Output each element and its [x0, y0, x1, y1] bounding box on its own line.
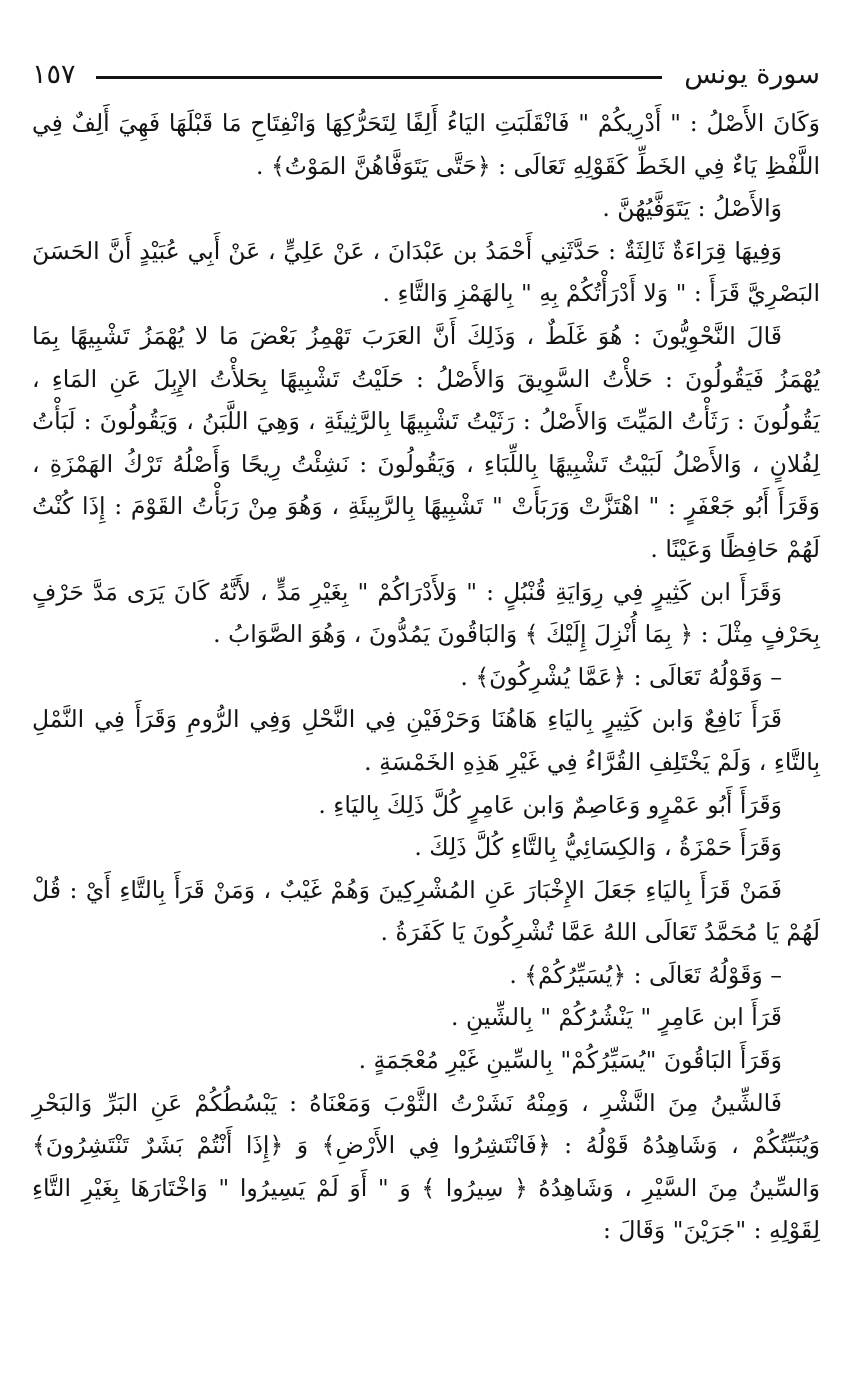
verse-heading: – وَقَوْلُهُ تَعَالَى : ﴿يُسَيِّرُكُمْ﴾ .	[509, 960, 782, 989]
paragraph: وَفِيهَا قِرَاءَةٌ ثَالِثَةٌ : حَدَّثَنِي أَحْمَدُ بن عَبْدَانَ ، عَنْ عَلِيٍّ ، عَنْ أَبِي عُبَيْدٍ أَنَّ الحَسَنَ البَصْرِيَّ قَرَأَ : " وَلا أَدْرَأْتُكُمْ بِهِ " بِالهَمْزِ وَالتَّاءِ .	[32, 236, 820, 308]
verse-heading: – وَقَوْلُهُ تَعَالَى : ﴿عَمَّا يُشْرِكُونَ﴾ .	[460, 662, 782, 691]
paragraph: قَالَ النَّحْوِيُّونَ : هُوَ غَلَطٌ ، وَذَلِكَ أَنَّ العَرَبَ تَهْمِزُ بَعْضَ مَا لا يُهْمَزُ تَشْبِيهًا بِمَا يُهْمَزُ فَيَقُولُونَ : حَلأْتُ السَّوِيقَ وَالأَصْلُ : حَلَيْتُ تَشْبِيهًا بِحَلأْتُ الإِبِلَ عَنِ المَاءِ ، يَقُولُونَ : رَثَأْتُ المَيِّتَ وَالأَصْلُ : رَثَيْتُ تَشْبِيهًا بِالرَّثِيئَةِ ، وَهِيَ اللَّبَنُ ، وَيَقُولُونَ : لَبَأْتُ لِفُلانٍ ، وَالأَصْلُ لَبَيْتُ تَشْبِيهًا بِاللِّبَاءِ ، وَيَقُولُونَ : نَشِئْتُ رِيحًا وَأَصْلُهُ تَرْكُ الهَمْزَةِ ، وَقَرَأَ أَبُو جَعْفَرٍ : " اهْتَزَّتْ وَرَبَأَتْ " تَشْبِيهًا بِالرَّبِيئَةِ ، وَهُوَ مِنْ رَبَأْتُ القَوْمَ : إِذَا كُنْتُ لَهُمْ حَافِظًا وَعَيْنًا .	[32, 321, 820, 563]
paragraph: وَقَرَأَ البَاقُونَ "يُسَيِّرُكُمْ" بِالسِّينِ غَيْرِ مُعْجَمَةٍ .	[358, 1046, 782, 1075]
paragraph: وَكَانَ الأَصْلُ : " أَدْرِيكُمْ " فَانْقَلَبَتِ اليَاءُ أَلِفًا لِتَحَرُّكِهَا وَانْفِتَاحِ مَا قَبْلَهَا فَهِيَ أَلِفٌ فِي اللَّفْظِ يَاءٌ فِي الخَطِّ كَقَوْلِهِ تَعَالَى : ﴿حَتَّى يَتَوَفَّاهُنَّ المَوْتُ﴾ .	[32, 109, 820, 180]
paragraph: فَمَنْ قَرَأَ بِاليَاءِ جَعَلَ الإِخْبَارَ عَنِ المُشْرِكِينَ وَهُمْ غَيْبٌ ، وَمَنْ قَرَأَ بِالتَّاءِ أَيْ : قُلْ لَهُمْ يَا مُحَمَّدُ تَعَالَى اللهُ عَمَّا تُشْرِكُونَ يَا كَفَرَةُ .	[32, 875, 820, 947]
page-header	[32, 52, 820, 96]
paragraph: وَالأَصْلُ : يَتَوَفَّيُهُنَّ .	[602, 194, 782, 223]
header-rule	[96, 76, 663, 79]
paragraph: فَالشِّينُ مِنَ النَّشْرِ ، وَمِنْهُ نَشَرْتُ الثَّوْبَ وَمَعْنَاهُ : يَبْسُطُكُمْ عَنِ البَرِّ وَالبَحْرِ وَيُنَبِّتُكُمْ ، وَشَاهِدُهُ قَوْلُهُ : ﴿فَانْتَشِرُوا فِي الأَرْضِ﴾ وَ ﴿إِذَا أَنْتُمْ بَشَرٌ تَنْتَشِرُونَ﴾ وَالسِّينُ مِنَ السَّيْرِ ، وَشَاهِدُهُ ﴿ سِيرُوا ﴾ وَ " أَوَ لَمْ يَسِيرُوا " وَاخْتَارَهَا بِغَيْرِ التَّاءِ لِقَوْلِهِ : "جَرَيْنَ" وَقَالَ :	[32, 1088, 820, 1245]
paragraph: قَرَأَ نَافِعٌ وَابن كَثِيرٍ بِاليَاءِ هَاهُنَا وَحَرْفَيْنِ فِي النَّحْلِ وَفِي الرُّومِ وَقَرَأَ فِي النَّمْلِ بِالتَّاءِ ، وَلَمْ يَخْتَلِفِ القُرَّاءُ فِي غَيْرِ هَذِهِ الخَمْسَةِ .	[32, 705, 820, 776]
surah-title: سورة يونس	[684, 58, 820, 90]
paragraph: قَرَأَ ابن عَامِرٍ " يَنْشُرُكُمْ " بِالشِّينِ .	[451, 1003, 782, 1032]
page-body	[32, 102, 820, 1252]
paragraph: وَقَرَأَ أَبُو عَمْرٍو وَعَاصِمٌ وَابن عَامِرٍ كُلَّ ذَلِكَ بِاليَاءِ .	[318, 790, 782, 819]
paragraph: وَقَرَأَ حَمْزَةُ ، وَالكِسَائِيُّ بِالتَّاءِ كُلَّ ذَلِكَ .	[414, 833, 782, 862]
page-number: ١٥٧	[32, 58, 76, 90]
paragraph: وَقَرَأَ ابن كَثِيرٍ فِي رِوَايَةِ قُنْبُلٍ : " وَلأَدْرَاكُمْ " بِغَيْرِ مَدٍّ ، لأَنَّهُ كَانَ يَرَى مَدَّ حَرْفٍ بِحَرْفٍ مِثْلَ : ﴿ بِمَا أُنْزِلَ إِلَيْكَ ﴾ وَالبَاقُونَ يَمُدُّونَ ، وَهُوَ الصَّوَابُ .	[32, 577, 820, 649]
